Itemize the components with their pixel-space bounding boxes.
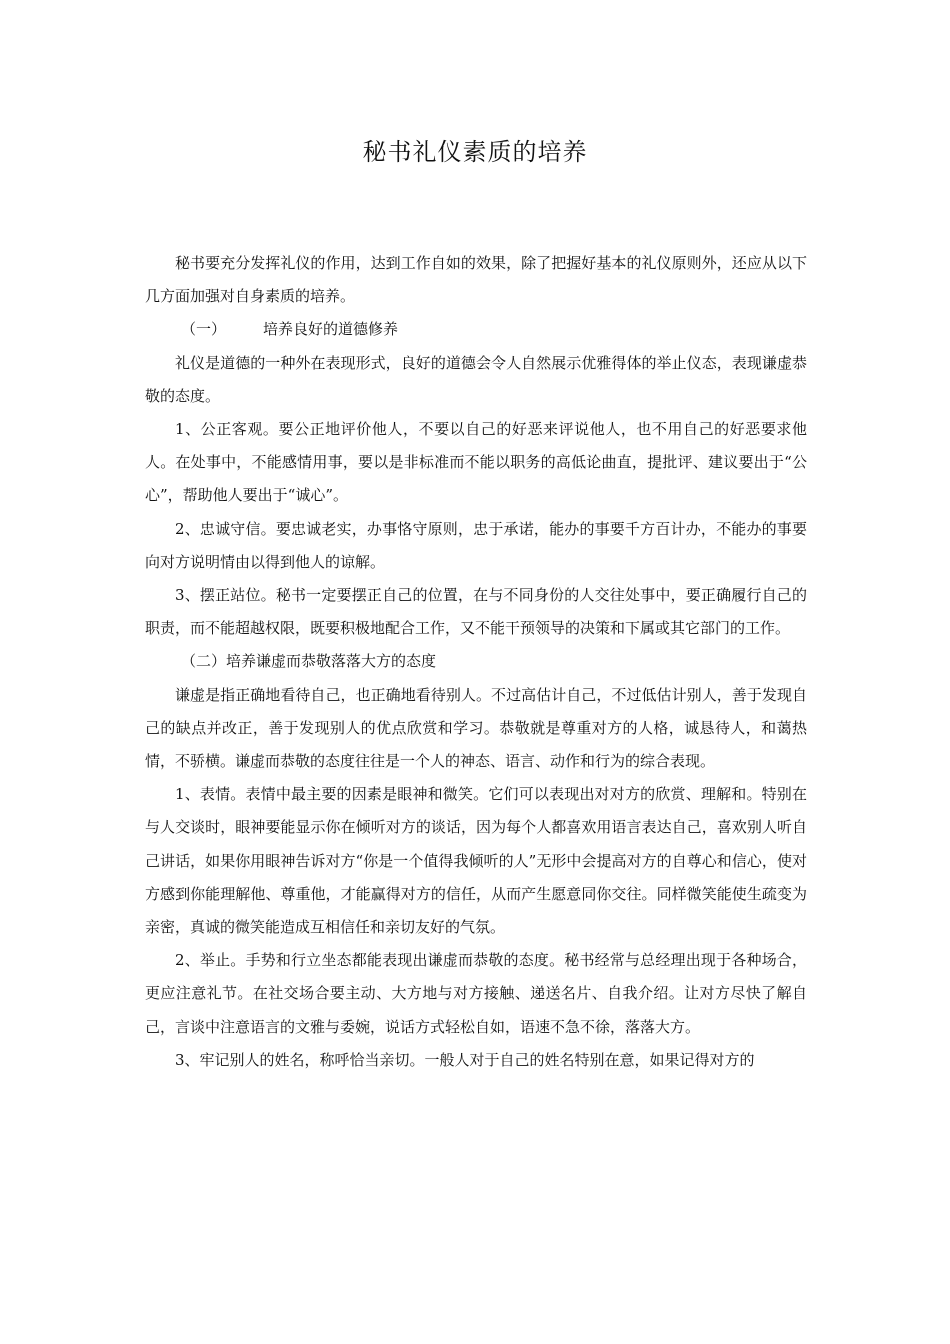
document-title: 秘书礼仪素质的培养 [362,138,588,166]
section-heading-2: （二）培养谦虚而恭敬落落大方的态度 [181,652,437,671]
paragraph: 2、举止。手势和行立坐态都能表现出谦虚而恭敬的态度。秘书经常与总经理出现于各种场合，更应注意礼节。在社交场合要主动、大方地与对方接触、递送名片、自我介绍。让对方尽快了解自己，言谈中注意语言的文雅与委婉，说话方式轻松自如，语速不急不徐，落落大方。 [145,951,807,1036]
document-body [145,247,807,1077]
section-heading-1 [145,313,807,346]
section-heading-text: 培养良好的道德修养 [263,320,399,339]
section-number: （一） [181,320,227,339]
paragraph: 礼仪是道德的一种外在表现形式，良好的道德会令人自然展示优雅得体的举止仪态，表现谦虚恭敬的态度。 [145,353,807,405]
paragraph: 2、忠诚守信。要忠诚老实，办事恪守原则，忠于承诺，能办的事要千方百计办，不能办的事要向对方说明情由以得到他人的谅解。 [145,519,807,571]
paragraph: 谦虚是指正确地看待自己，也正确地看待别人。不过高估计自己，不过低估计别人，善于发现自己的缺点并改正，善于发现别人的优点欣赏和学习。恭敬就是尊重对方的人格，诚恳待人，和蔼热情，不骄横。谦虚而恭敬的态度往往是一个人的神态、语言、动作和行为的综合表现。 [145,685,807,771]
paragraph-intro: 秘书要充分发挥礼仪的作用，达到工作自如的效果，除了把握好基本的礼仪原则外，还应从以下几方面加强对自身素质的培养。 [145,254,807,306]
paragraph: 1、公正客观。要公正地评价他人，不要以自己的好恶来评说他人，也不用自己的好恶要求他人。在处事中，不能感情用事，要以是非标准而不能以职务的高低论曲直，提批评、建议要出于“公心”，帮助他人要出于“诚心”。 [145,420,807,505]
paragraph: 1、表情。表情中最主要的因素是眼神和微笑。它们可以表现出对对方的欣赏、理解和。特别在与人交谈时，眼神要能显示你在倾听对方的谈话，因为每个人都喜欢用语言表达自己，喜欢别人听自己讲话，如果你用眼神告诉对方“你是一个值得我倾听的人”无形中会提高对方的自尊心和信心，使对方感到你能理解他、尊重他，才能赢得对方的信任，从而产生愿意同你交往。同样微笑能使生疏变为亲密，真诚的微笑能造成互相信任和亲切友好的气氛。 [145,785,807,937]
paragraph: 3、摆正站位。秘书一定要摆正自己的位置，在与不同身份的人交往处事中，要正确履行自己的职责，而不能超越权限，既要积极地配合工作，又不能干预领导的决策和下属或其它部门的工作。 [145,586,807,638]
paragraph: 3、牢记别人的姓名，称呼恰当亲切。一般人对于自己的姓名特别在意，如果记得对方的 [175,1050,755,1069]
